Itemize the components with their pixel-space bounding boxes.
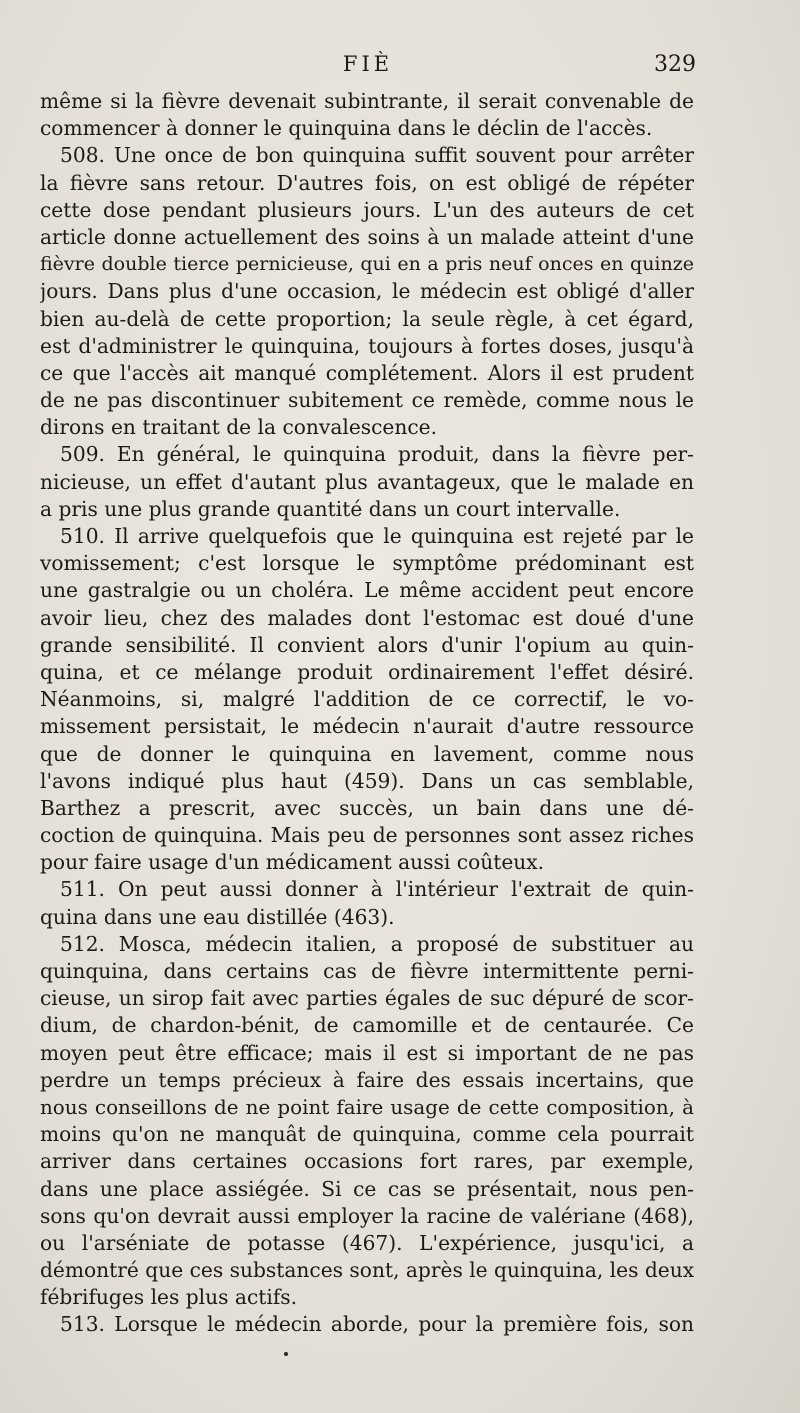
text-line: nicieuse, un effet d'autant plus avantageux, que le malade en: [40, 469, 694, 494]
text-line: a pris une plus grande quantité dans un court intervalle.: [40, 496, 621, 521]
text-line: sons qu'on devrait aussi employer la racine de valériane (468),: [40, 1203, 694, 1228]
text-line: l'avons indiqué plus haut (459). Dans un cas semblable,: [40, 768, 694, 793]
paragraph-511-start: 511. On peut aussi donner à l'intérieur l'extrait de quin-: [60, 877, 694, 902]
text-line: nous conseillons de ne point faire usage de cette composition, à: [40, 1095, 694, 1119]
running-head: FIÈ: [342, 52, 394, 76]
text-line: moins qu'on ne manquât de quinquina, comme cela pourrait: [40, 1122, 694, 1147]
text-line: quinquina, dans certains cas de fièvre intermittente perni-: [40, 959, 694, 983]
text-line: cieuse, un sirop fait avec parties égales de suc dépuré de scor-: [40, 986, 694, 1011]
text-line: que de donner le quinquina en lavement, comme nous: [40, 741, 694, 766]
text-line: démontré que ces substances sont, après le quinquina, les deux: [40, 1258, 694, 1283]
text-line: commencer à donner le quinquina dans le déclin de l'accès.: [40, 116, 653, 141]
page-header: [40, 52, 696, 86]
text-line: grande sensibilité. Il convient alors d'unir l'opium au quin-: [40, 632, 694, 657]
body-text: [40, 88, 694, 1339]
text-line: Barthez a prescrit, avec succès, un bain dans une dé-: [40, 795, 694, 820]
paragraph-508-start: 508. Une once de bon quinquina suffit souvent pour arrêter: [60, 143, 694, 168]
text-line: une gastralgie ou un choléra. Le même accident peut encore: [40, 578, 694, 603]
page-number: 329: [654, 52, 696, 77]
text-line: dirons en traitant de la convalescence.: [40, 415, 438, 440]
text-line: dans une place assiégée. Si ce cas se présentait, nous pen-: [40, 1176, 694, 1201]
text-line: quina, et ce mélange produit ordinairement l'effet désiré.: [40, 659, 694, 684]
text-line: fébrifuges les plus actifs.: [40, 1285, 298, 1310]
text-line: jours. Dans plus d'une occasion, le médecin est obligé d'aller: [40, 279, 694, 304]
text-line: fièvre double tierce pernicieuse, qui en a pris neuf onces en quinze: [40, 253, 694, 276]
text-line: ou l'arséniate de potasse (467). L'expérience, jusqu'ici, a: [40, 1230, 694, 1255]
text-line: missement persistait, le médecin n'aurait d'autre ressource: [40, 714, 694, 739]
text-line: la fièvre sans retour. D'autres fois, on est obligé de répéter: [40, 170, 694, 195]
text-line: ce que l'accès ait manqué complétement. Alors il est prudent: [40, 360, 694, 385]
text-line: cette dose pendant plusieurs jours. L'un des auteurs de cet: [40, 197, 694, 222]
text-line: quina dans une eau distillée (463).: [40, 904, 395, 929]
paragraph-510-start: 510. Il arrive quelquefois que le quinquina est rejeté par le: [60, 524, 694, 548]
text-line: article donne actuellement des soins à un malade atteint d'une: [40, 224, 694, 249]
text-line: vomissement; c'est lorsque le symptôme prédominant est: [40, 551, 694, 576]
text-line: même si la fièvre devenait subintrante, il serait convenable de: [40, 89, 694, 113]
text-line: dium, de chardon-bénit, de camomille et de centaurée. Ce: [40, 1013, 694, 1038]
text-line: est d'administrer le quinquina, toujours à fortes doses, jusqu'à: [40, 333, 694, 358]
text-line: pour faire usage d'un médicament aussi coûteux.: [40, 850, 545, 875]
text-line: arriver dans certaines occasions fort rares, par exemple,: [40, 1149, 694, 1174]
text-line: avoir lieu, chez des malades dont l'estomac est doué d'une: [40, 605, 694, 630]
text-line: Néanmoins, si, malgré l'addition de ce correctif, le vo-: [40, 687, 694, 712]
text-line: perdre un temps précieux à faire des essais incertains, que: [40, 1067, 694, 1092]
text-line: coction de quinquina. Mais peu de personnes sont assez riches: [40, 823, 694, 848]
text-line: bien au-delà de cette proportion; la seule règle, à cet égard,: [40, 306, 694, 331]
ink-speck: [284, 1352, 288, 1356]
paragraph-512-start: 512. Mosca, médecin italien, a proposé de substituer au: [60, 931, 694, 956]
paragraph-513-start: 513. Lorsque le médecin aborde, pour la première fois, son: [60, 1312, 694, 1337]
paragraph-509-start: 509. En général, le quinquina produit, dans la fièvre per-: [60, 442, 694, 467]
text-line: de ne pas discontinuer subitement ce remède, comme nous le: [40, 388, 694, 413]
text-line: moyen peut être efficace; mais il est si important de ne pas: [40, 1040, 694, 1065]
